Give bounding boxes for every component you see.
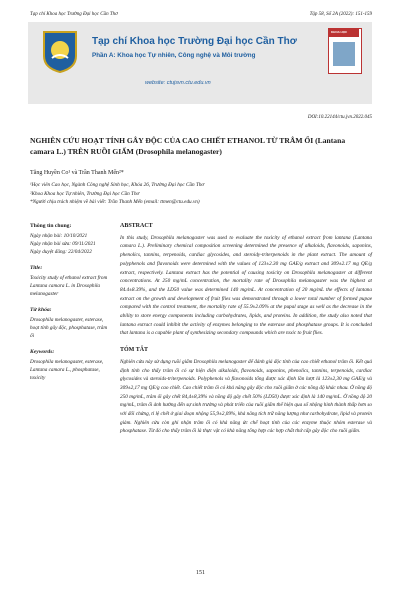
cover-image [333, 42, 355, 66]
cover-label: KHOA HỌC [331, 30, 348, 34]
abstract-column [120, 222, 372, 444]
article-info-sidebar [30, 222, 112, 390]
revised-date: Ngày nhận bài sửa: 09/11/2021 [30, 241, 96, 247]
article-title: NGHIÊN CỨU HOẠT TÍNH GÂY ĐỘC CỦA CAO CHIẾT ETHANOL TỪ TRÂM ỔI (Lantana camara L.) TRÊN RUỒI GIẤM (Drosophila melanogaster) [30, 136, 346, 156]
affiliation-1: ¹Học viên Cao học, Ngành Công nghệ Sinh học, Khóa 26, Trường Đại học Cần Thơ [30, 182, 205, 188]
keywords-vi-heading: Từ khóa: [30, 307, 52, 313]
accepted-date: Ngày duyệt đăng: 22/04/2022 [30, 249, 92, 255]
journal-subtitle: Phần A: Khoa học Tự nhiên, Công nghệ và Môi trường [92, 52, 256, 59]
received-date: Ngày nhận bài: 10/10/2021 [30, 233, 88, 239]
keywords-en-text: Drosophila melanogaster, esterase, Lantana camara L., phosphatase, toxicity [30, 359, 104, 381]
keywords-en-section [30, 348, 112, 382]
tomtat-heading: TÓM TẮT [120, 347, 149, 354]
corresponding-author: *Người chịu trách nhiệm về bài viết: Trần Thanh Mến (email: ttmen@ctu.edu.vn) [30, 199, 200, 205]
university-logo-icon [40, 30, 80, 74]
abstract-heading: ABSTRACT [120, 223, 153, 229]
english-title-section [30, 264, 112, 298]
page-number: 151 [196, 570, 205, 576]
tomtat-text: Nghiên cứu này sử dụng ruồi giấm Drosophila melanogaster để đánh giá độc tính của cao chiết ethanol trâm ổi. Kết quả định tính cho thấy trâm ổi có sự hiện diện alkaloids, flavonoids, saponins, phenolics, tannins, terpenoids, cardiac glycosides và steroids-triterpenoids. Polyphenols và flavonoids tổng được xác định lần lượt là 123±2,30 mg GAE/g và 309±2,17 mg QE/g cao chiết. Cao chiết trâm ổi có khả năng gây độc cho ruồi giấm ở các nồng độ khác nhau. Ở nồng độ 250 mg/mL, trâm ổi gây chết 84,4±8,39% và nồng độ gây chết 50% (LD50) được xác định là 140 mg/mL. Ở nồng độ 20 mg/mL, trâm ổi ảnh hưởng đến sự sinh trưởng và phát triển của ruồi giấm thể hiện qua số nhộng hình thành thấp hơn so với đối chứng, tỉ lệ chết ở giai đoạn nhộng 55,9±2,09%, khả năng tích trữ năng lượng như carbohydrate, lipid và protein giảm. Nghiên cứu còn ghi nhận trâm ổi có khả năng ức chế hoạt tính của các enzyme thuộc nhóm esterase và phosphatase. Từ đó cho thấy trâm ổi là thực vật có khả năng tổng hợp các hợp chất thứ cấp gây độc cho ruồi giấm. [120, 358, 372, 435]
english-title-heading: Title: [30, 265, 43, 271]
abstract-text: In this study, Drosophila melanogaster was used to evaluate the toxicity of ethanol extract from lantana (Lantana camara L.). Preliminary chemical composition screening determined the presence of alkaloids, flavonoids, saponins, phenolics, tannins, terpenoids, cardiac glycosides, and steroidy-triterpenoids in the plant extract. The amount of polyphenols and flavonoids were determined with the values of 123±2.30 mg GAE/g extract and 309±2.17 mg QE/g extract, respectively. Lantana extract has the potential of causing toxicity on Drosophila melanogaster at different concentrations. At 250 mg/mL concentration, the mortality rate of Drosophila melanogaster was the highest at 84.4±8.39%, and the LD50 value was determined 140 mg/mL. At concentration of 20 mg/mL the effects of lantana extract on the growth and development of fruit flies was demonstrated through a lower total number of formed pupae compared with the control treatment, the mortality rate of 55.9±2.09% at the pupal stage as well as the decrease in the ability to store energy components including carbohydrates, lipids, and proteins. In addition, the study also noted that lantana extract could inhibit the activity of enzymes belonging to the esterase and phosphatase groups. It is concluded that lantana is a capable plant of synthesizing secondary compounds which are toxic to fruit flies. [120, 234, 372, 337]
article-authors: Tăng Huyền Co¹ và Trần Thanh Mến²* [30, 170, 124, 176]
journal-website[interactable]: website: ctujsvn.ctu.edu.vn [145, 80, 211, 86]
affiliations [30, 181, 204, 207]
general-info-section [30, 222, 112, 256]
english-title-text: Toxicity study of ethanol extract from Lantana camara L. in Drosophila melanogaster [30, 275, 108, 297]
keywords-en-heading: Keywords: [30, 349, 55, 355]
running-header-volume: Tập 58, Số 2A (2022): 151-159 [309, 12, 372, 17]
journal-title: Tạp chí Khoa học Trường Đại học Cần Thơ [92, 36, 297, 47]
doi-link[interactable]: DOI:10.22144/ctu.jvn.2022.045 [307, 115, 372, 120]
general-info-heading: Thông tin chung: [30, 223, 72, 229]
running-header-journal: Tạp chí Khoa học Trường Đại học Cần Thơ [30, 12, 118, 17]
affiliation-2: ²Khoa Khoa học Tự nhiên, Trường Đại học Cần Thơ [30, 190, 140, 197]
keywords-vi-section [30, 306, 112, 340]
keywords-vi-text: Drosophila melanogaster, esterase, hoạt tính gây độc, phosphatase, trâm ổi [30, 317, 108, 339]
